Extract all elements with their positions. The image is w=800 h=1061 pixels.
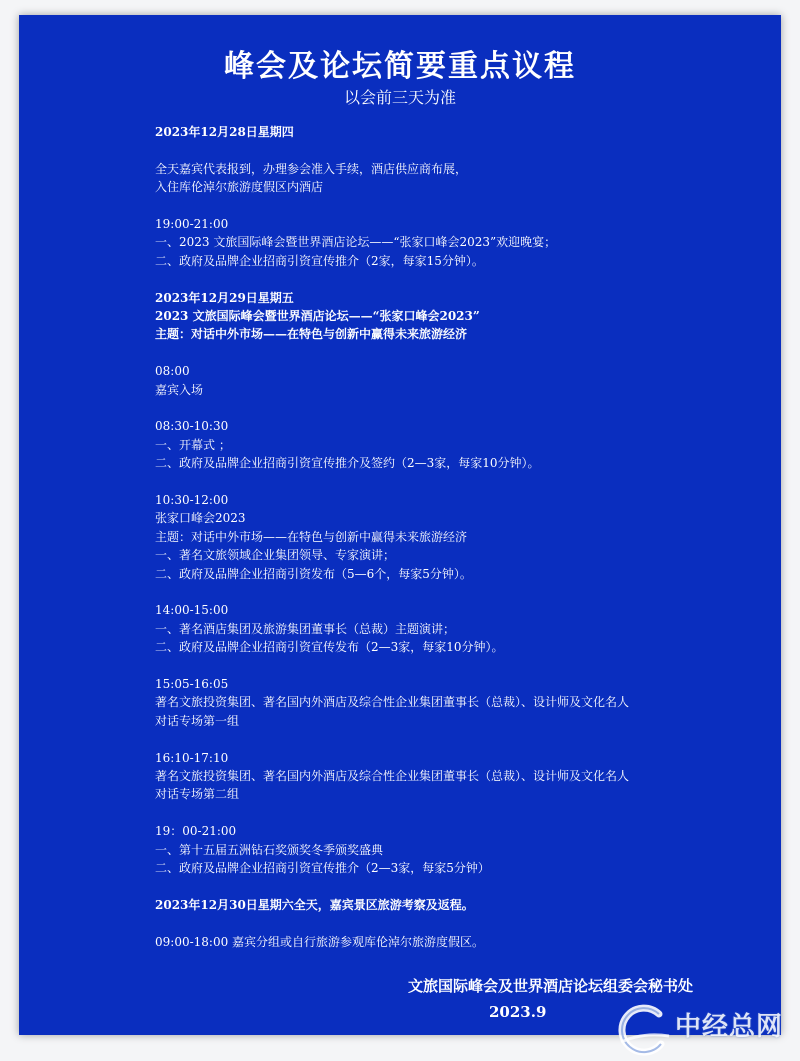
day3-date: 2023年12月30日星期六全天，嘉宾景区旅游考察及返程。 xyxy=(155,897,474,912)
session4-time: 14:00-15:00 xyxy=(155,603,229,618)
c-swoosh-logo-icon xyxy=(615,1002,671,1058)
session7-time: 19：00-21:00 xyxy=(155,824,237,839)
session5-time: 15:05-16:05 xyxy=(155,677,229,692)
day1-date: 2023年12月28日星期四 xyxy=(155,125,294,139)
day2-theme: 主题：对话中外市场——在特色与创新中赢得未来旅游经济 xyxy=(155,327,468,342)
session3-time: 10:30-12:00 xyxy=(155,493,229,508)
session3-item-2: 二、政府及品牌企业招商引资发布（5—6个，每家5分钟）。 xyxy=(155,566,472,581)
page-subtitle: 以会前三天为准 xyxy=(343,88,456,107)
day1-checkin-line-2: 入住库伦淖尔旅游度假区内酒店 xyxy=(155,180,324,195)
footer-organizer: 文旅国际峰会及世界酒店论坛组委会秘书处 xyxy=(407,977,693,995)
session7-item-2: 二、政府及品牌企业招商引资宣传推介（2—3家，每家5分钟） xyxy=(155,861,490,876)
session3-name: 张家口峰会2023 xyxy=(155,511,246,526)
footer-date: 2023.9 xyxy=(489,1003,547,1021)
session1-text: 嘉宾入场 xyxy=(155,382,204,397)
day1-evening-item-2: 二、政府及品牌企业招商引资宣传推介（2家，每家15分钟）。 xyxy=(155,253,484,268)
day1-evening-time: 19:00-21:00 xyxy=(155,217,229,231)
session6-line-1: 著名文旅投资集团、著名国内外酒店及综合性企业集团董事长（总裁）、设计师及文化名人 xyxy=(155,769,630,784)
page-title: 峰会及论坛简要重点议程 xyxy=(224,49,576,84)
day1-evening-item-1: 一、2023 文旅国际峰会暨世界酒店论坛——“张家口峰会2023”欢迎晚宴； xyxy=(155,235,557,250)
day2-forum-name: 2023 文旅国际峰会暨世界酒店论坛——“张家口峰会2023” xyxy=(155,309,480,324)
session4-item-2: 二、政府及品牌企业招商引资宣传发布（2—3家，每家10分钟）。 xyxy=(155,640,504,655)
session2-time: 08:30-10:30 xyxy=(155,419,229,434)
day1-checkin-line-1: 全天嘉宾代表报到，办理参会准入手续，酒店供应商布展， xyxy=(155,161,468,176)
session3-item-1: 一、著名文旅领域企业集团领导、专家演讲； xyxy=(155,548,396,563)
session4-item-1: 一、著名酒店集团及旅游集团董事长（总裁）主题演讲； xyxy=(155,621,456,636)
agenda-body xyxy=(155,123,745,951)
session5-line-1: 著名文旅投资集团、著名国内外酒店及综合性企业集团董事长（总裁）、设计师及文化名人 xyxy=(155,695,630,710)
session6-line-2: 对话专场第二组 xyxy=(155,787,240,802)
session2-item-1: 一、开幕式 ； xyxy=(155,437,231,452)
session2-item-2: 二、政府及品牌企业招商引资宣传推介及签约（2—3家，每家10分钟）。 xyxy=(155,456,540,471)
watermark-brand: 中经总网 xyxy=(675,1012,784,1042)
watermark xyxy=(615,1000,800,1058)
session1-time: 08:00 xyxy=(155,364,190,379)
day3-text: 09:00-18:00 嘉宾分组或自行旅游参观库伦淖尔旅游度假区。 xyxy=(155,934,485,949)
day2-date: 2023年12月29日星期五 xyxy=(155,290,294,305)
agenda-poster xyxy=(19,15,781,1035)
session7-item-1: 一、第十五届五洲钻石奖颁奖冬季颁奖盛典 xyxy=(155,842,384,857)
session6-time: 16:10-17:10 xyxy=(155,750,229,765)
session3-theme: 主题：对话中外市场——在特色与创新中赢得未来旅游经济 xyxy=(155,529,468,544)
session5-line-2: 对话专场第一组 xyxy=(155,713,240,728)
